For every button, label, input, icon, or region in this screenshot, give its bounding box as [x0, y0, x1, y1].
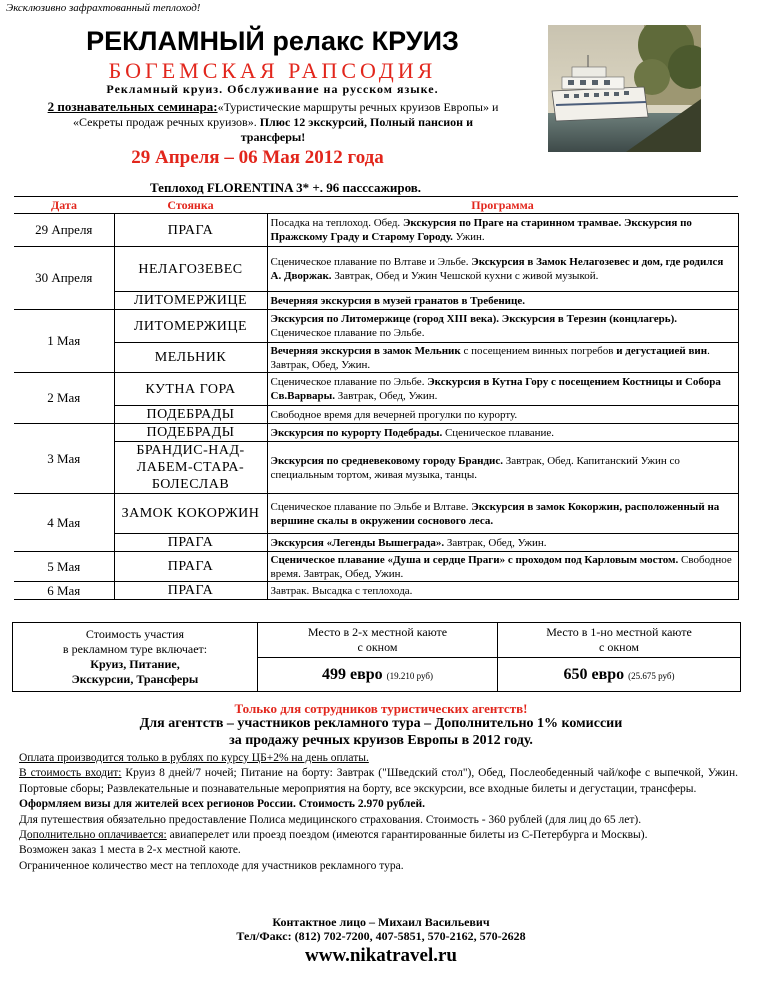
- itinerary-row: [14, 442, 738, 494]
- single-cabin-price-rub: (25.675 руб): [628, 670, 675, 681]
- single-cabin-price-cell: [498, 658, 741, 692]
- single-cabin-header: [498, 623, 741, 658]
- itinerary-stop: ПОДЕБРАДЫ: [114, 406, 267, 424]
- itinerary-stop: ПОДЕБРАДЫ: [114, 424, 267, 442]
- itinerary-stop: НЕЛАГОЗЕВЕС: [114, 247, 267, 292]
- double-cabin-price-rub: (19.210 руб): [386, 670, 433, 681]
- itinerary-program: [267, 310, 738, 343]
- ship-photo: [548, 25, 701, 152]
- itinerary-stop: ПРАГА: [114, 582, 267, 600]
- itinerary-stop: ПРАГА: [114, 552, 267, 582]
- program-segment: Сценическое плавание по Эльбе и Влтаве.: [270, 500, 472, 513]
- program-segment: Завтрак, Обед, Ужин.: [335, 390, 438, 402]
- double-cabin-price: 499 евро: [322, 665, 383, 683]
- itinerary-program: [267, 214, 738, 247]
- single-cabin-line2: с окном: [599, 640, 639, 654]
- program-segment: Свободное время. Завтрак, Обед, Ужин.: [270, 553, 732, 580]
- insurance-note: Для путешествия обязательно предоставление Полиса медицинского страхования. Стоимость - 360 рублей (для лиц до 65 лет).: [19, 813, 642, 826]
- itinerary-stop: КУТНА ГОРА: [114, 373, 267, 406]
- program-segment: с посещением винных погребов: [460, 344, 617, 357]
- single-cabin-line1: Место в 1-но местной каюте: [546, 625, 692, 639]
- payment-terms: Оплата производится только в рублях по курсу ЦБ+2% на день оплаты.: [19, 752, 369, 764]
- extra-label: Дополнительно оплачивается:: [19, 829, 167, 842]
- itinerary-program: [267, 442, 738, 494]
- itinerary-stop: ПРАГА: [114, 534, 267, 552]
- program-segment: Завтрак, Обед. Капитанский Ужин со специальным тортом, живая музыка, танцы.: [270, 454, 680, 481]
- itinerary-date: 3 Мая: [14, 424, 114, 494]
- ship-info: Теплоход FLORENTINA 3* +. 96 пасссажиров.: [150, 180, 422, 195]
- program-segment: Свободное время для вечерней прогулки по курорту.: [270, 408, 518, 421]
- program-segment: Сценическое плавание «Душа и сердце Праги» с проходом под Карловым мостом.: [270, 553, 679, 566]
- itinerary-stop: БРАНДИС-НАД-ЛАБЕМ-СТАРА-БОЛЕСЛАВ: [114, 442, 267, 494]
- program-segment: Экскурсия «Легенды Вышеграда».: [270, 536, 445, 549]
- language-note: Рекламный круиз. Обслуживание на русском языке.: [106, 82, 439, 96]
- program-segment: Сценическое плавание по Эльбе.: [270, 376, 428, 388]
- program-segment: Экскурсия по Литомержице (город XIII века). Экскурсия в Терезин (концлагерь).: [270, 313, 678, 325]
- itinerary-row: [14, 424, 738, 442]
- program-segment: Экскурсия в Замок Нелагозевес и дом, где родился А. Дворжак.: [270, 256, 724, 282]
- program-segment: Ужин.: [452, 231, 485, 243]
- program-segment: Экскурсия по Праге на старинном трамвае. Экскурсия по Пражскому Граду и Старому Городу.: [270, 217, 692, 243]
- program-segment: Вечерняя экскурсия в музей гранатов в Требенице.: [270, 294, 525, 307]
- itinerary-date: 1 Мая: [14, 310, 114, 373]
- itinerary-row: [14, 582, 738, 600]
- program-segment: Экскурсия в Кутна Гору с посещением Костницы и Собора Св.Варвары.: [270, 376, 721, 402]
- price-includes-bold1: Круиз, Питание,: [90, 657, 180, 671]
- program-segment: Вечерняя экскурсия в замок Мельник: [270, 344, 461, 357]
- program-segment: Сценическое плавание.: [442, 426, 555, 439]
- itinerary-row: [14, 343, 738, 373]
- program-segment: и дегустацией вин: [616, 344, 708, 357]
- itinerary-date: 30 Апреля: [14, 247, 114, 310]
- itinerary-date: 5 Мая: [14, 552, 114, 582]
- program-segment: Посадка на теплоход. Обед.: [270, 217, 403, 229]
- itinerary-program: [267, 552, 738, 582]
- program-segment: Экскурсия по курорту Подебрады.: [270, 426, 443, 439]
- double-booking-note: Возможен заказ 1 места в 2-х местной каюте.: [19, 844, 241, 857]
- page-title: РЕКЛАМНЫЙ релакс КРУИЗ: [86, 26, 459, 56]
- header-stop: Стоянка: [114, 197, 267, 214]
- program-segment: Завтрак, Обед, Ужин.: [444, 536, 547, 549]
- itinerary-date: 4 Мая: [14, 494, 114, 552]
- program-segment: . Завтрак, Обед, Ужин.: [270, 344, 710, 371]
- included-services: [19, 766, 738, 797]
- itinerary-row: [14, 214, 738, 247]
- extra-payments: [19, 828, 738, 843]
- double-cabin-header: [258, 623, 498, 658]
- itinerary-row: [14, 406, 738, 424]
- program-segment: Сценическое плавание по Эльбе.: [270, 327, 425, 339]
- cruise-subtitle: БОГЕМСКАЯ РАПСОДИЯ: [108, 58, 437, 83]
- itinerary-stop: ПРАГА: [114, 214, 267, 247]
- itinerary-row: [14, 310, 738, 343]
- itinerary-program: [267, 582, 738, 600]
- visa-note: Оформляем визы для жителей всех регионов России. Стоимость 2.970 рублей.: [19, 798, 425, 811]
- itinerary-program: [267, 406, 738, 424]
- program-segment: Завтрак. Высадка с теплохода.: [270, 584, 413, 597]
- seminars-text: «Туристические маршруты речных круизов Европы» и «Секреты продаж речных круизов».: [73, 100, 499, 129]
- price-includes-cell: [13, 623, 258, 692]
- cruise-dates: 29 Апреля – 06 Мая 2012 года: [131, 147, 384, 168]
- extra-text: авиаперелет или проезд поездом (имеются гарантированные билеты из С-Петербурга и Москвы).: [166, 829, 648, 842]
- agents-only-note: Только для сотрудников туристических агентств!: [234, 701, 528, 716]
- header-program: Программа: [267, 197, 738, 214]
- terms-section: [19, 751, 738, 874]
- itinerary-program: [267, 343, 738, 373]
- itinerary-date: 6 Мая: [14, 582, 114, 600]
- itinerary-row: [14, 534, 738, 552]
- price-includes-line1: Стоимость участия: [85, 627, 185, 641]
- itinerary-row: [14, 373, 738, 406]
- itinerary-program: [267, 534, 738, 552]
- header-date: Дата: [14, 197, 114, 214]
- seminars-lead: 2 познавательных семинара:: [47, 99, 218, 114]
- itinerary-row: [14, 494, 738, 534]
- double-cabin-price-cell: [258, 658, 498, 692]
- itinerary-program: [267, 424, 738, 442]
- contact-block: [0, 915, 762, 943]
- pricing-table: [12, 622, 741, 692]
- contact-person: Контактное лицо – Михаил Васильевич: [272, 915, 490, 929]
- included-label: В стоимость входит:: [19, 767, 122, 780]
- itinerary-program: [267, 247, 738, 292]
- agents-commission-line2: за продажу речных круизов Европы в 2012 году.: [229, 733, 533, 748]
- itinerary-date: 29 Апреля: [14, 214, 114, 247]
- itinerary-row: [14, 292, 738, 310]
- itinerary-program: [267, 373, 738, 406]
- price-includes-bold2: Экскурсии, Трансферы: [71, 672, 199, 686]
- itinerary-row: [14, 247, 738, 292]
- included-text: Круиз 8 дней/7 ночей; Питание на борту: Завтрак ("Шведский стол"), Обед, Послеобеденный чай/кофе с выпечкой, Ужин. Портовые сборы; Развлекательные и познавательные мероприятия на борту, все экскурсии, все входные билеты и дегустации, трансферы.: [19, 767, 738, 795]
- limited-seats-note: Ограниченное количество мест на теплоходе для участников рекламного тура.: [19, 859, 404, 872]
- agents-commission-line1: Для агентств – участников рекламного тура – Дополнительно 1% комиссии: [139, 716, 623, 731]
- exclusive-charter-note: Эксклюзивно зафрахтованный теплоход!: [6, 2, 201, 14]
- itinerary-program: [267, 494, 738, 534]
- itinerary-table: [14, 196, 739, 600]
- price-includes-line2: в рекламном туре включает:: [62, 642, 208, 656]
- single-cabin-price: 650 евро: [563, 665, 625, 683]
- program-segment: Завтрак, Обед и Ужин Чешской кухни с живой музыкой.: [331, 270, 599, 282]
- itinerary-row: [14, 552, 738, 582]
- program-segment: Экскурсия в замок Кокоржин, расположенный на вершине скалы в окружении соснового леса.: [270, 500, 720, 527]
- itinerary-stop: ЛИТОМЕРЖИЦЕ: [114, 292, 267, 310]
- program-segment: Экскурсия по средневековому городу Брандис.: [270, 454, 503, 467]
- itinerary-stop: ЛИТОМЕРЖИЦЕ: [114, 310, 267, 343]
- itinerary-program: [267, 292, 738, 310]
- contact-phones: Тел/Факс: (812) 702-7200, 407-5851, 570-2162, 570-2628: [236, 929, 526, 943]
- itinerary-stop: ЗАМОК КОКОРЖИН: [114, 494, 267, 534]
- program-segment: Сценическое плавание по Влтаве и Эльбе.: [270, 256, 472, 268]
- double-cabin-line1: Место в 2-х местной каюте: [307, 625, 448, 639]
- itinerary-stop: МЕЛЬНИК: [114, 343, 267, 373]
- seminars-bonus: Плюс 12 экскурсий, Полный пансион и трансферы!: [240, 115, 473, 144]
- website-link[interactable]: www.nikatravel.ru: [305, 945, 457, 966]
- itinerary-header-row: [14, 197, 738, 214]
- seminars-paragraph: [42, 99, 504, 145]
- itinerary-date: 2 Мая: [14, 373, 114, 424]
- double-cabin-line2: с окном: [357, 640, 398, 654]
